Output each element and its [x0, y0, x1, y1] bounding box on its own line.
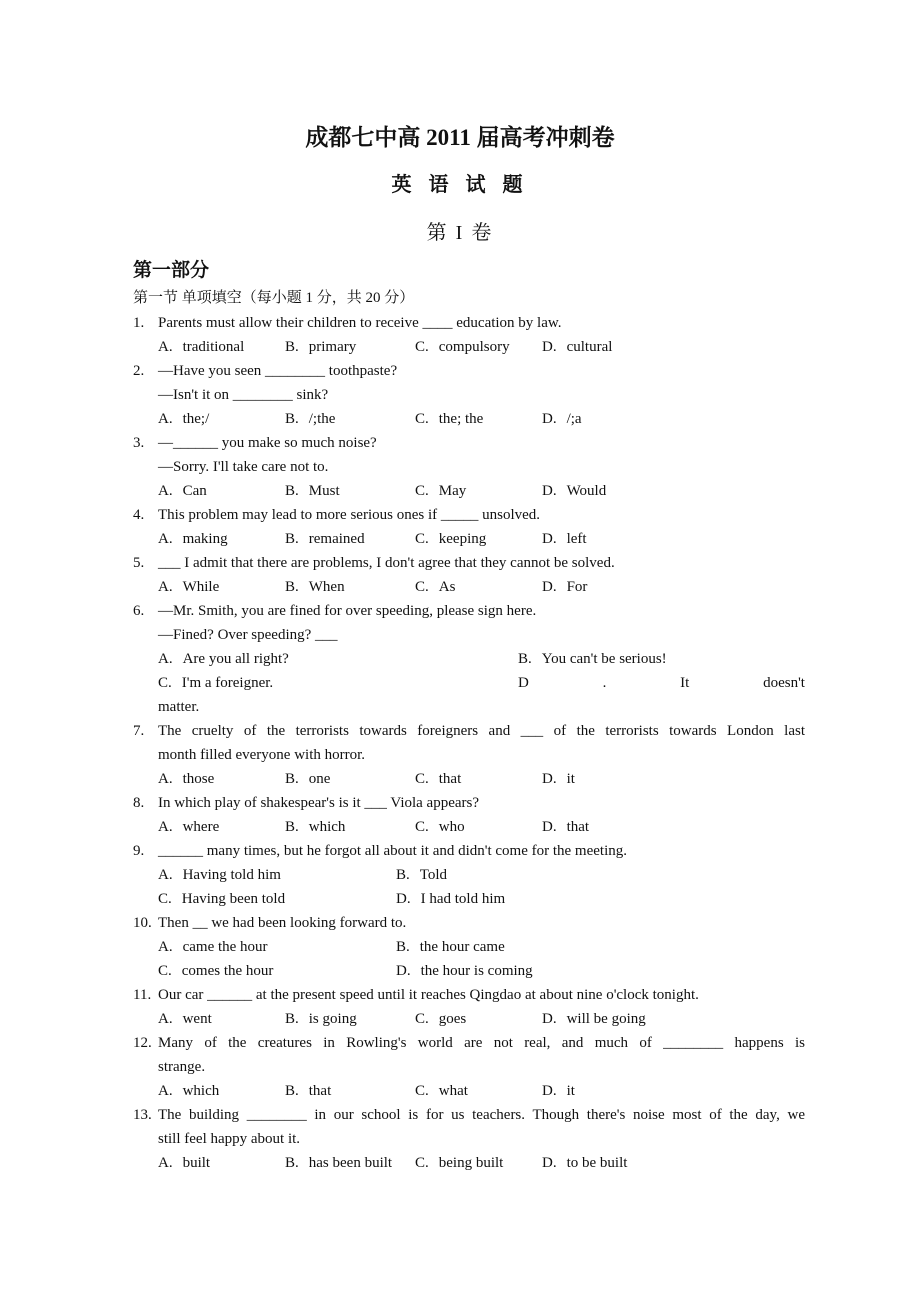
option-text: to be built: [566, 1155, 628, 1171]
option: [415, 1151, 542, 1175]
option: [158, 335, 285, 359]
question-number: 9.: [133, 843, 145, 859]
question-stem-line: This problem may lead to more serious ones if _____ unsolved.: [158, 507, 541, 523]
option: [285, 1007, 415, 1031]
question-number: 13.: [133, 1107, 152, 1123]
option-row: [158, 671, 805, 695]
option: [542, 767, 805, 791]
option-token: D: [518, 675, 529, 691]
option-label: C.: [415, 579, 429, 595]
option-text: remained: [308, 531, 365, 547]
option: [415, 1079, 542, 1103]
option-label: C.: [415, 411, 429, 427]
option-text: I had told him: [420, 891, 506, 907]
option: [415, 527, 542, 551]
option-label: D.: [396, 891, 411, 907]
option-label: A.: [158, 339, 173, 355]
option-text: keeping: [438, 531, 487, 547]
option: [285, 815, 415, 839]
question-stem-line: —Fined? Over speeding? ___: [158, 627, 338, 643]
option-text: May: [438, 483, 467, 499]
option-text: that: [438, 771, 462, 787]
option-row: [158, 407, 805, 431]
option-label: A.: [158, 819, 173, 835]
question-stem-line: In which play of shakespear's is it ___ Viola appears?: [158, 795, 480, 811]
option-text: When: [308, 579, 345, 595]
question-number: 4.: [133, 507, 145, 523]
option-label: A.: [158, 651, 173, 667]
question: [133, 551, 805, 599]
option-label: B.: [285, 1155, 299, 1171]
option-row: [158, 1151, 805, 1175]
option-text: cultural: [566, 339, 613, 355]
option-text: /;the: [308, 411, 336, 427]
option: [285, 527, 415, 551]
option-text: that: [308, 1083, 332, 1099]
volume-heading: 第 I 卷: [426, 222, 494, 244]
option-row: [158, 479, 805, 503]
question-body: [158, 983, 805, 1031]
option-text: Having been told: [181, 891, 286, 907]
option: [542, 1151, 805, 1175]
option-row: [158, 647, 805, 671]
option-label: A.: [158, 1083, 173, 1099]
option-label: B.: [396, 939, 410, 955]
option: [158, 767, 285, 791]
question-number: 6.: [133, 603, 145, 619]
option-label: C.: [158, 963, 172, 979]
question: [133, 839, 805, 911]
question-body: [158, 503, 805, 551]
option-label: D.: [542, 1155, 557, 1171]
option-label: A.: [158, 1011, 173, 1027]
subject-subtitle: 英 语 试 题: [391, 174, 529, 196]
option-text: came the hour: [182, 939, 268, 955]
option: [285, 407, 415, 431]
option-label: A.: [158, 771, 173, 787]
question-stem-line: ___ I admit that there are problems, I don't agree that they cannot be solved.: [158, 555, 615, 571]
question-body: [158, 1031, 805, 1103]
option: [158, 647, 518, 671]
option: [542, 815, 805, 839]
option: [542, 575, 805, 599]
option: [415, 575, 542, 599]
option-label: B.: [285, 771, 299, 787]
option-text: While: [182, 579, 220, 595]
option-label: C.: [415, 1083, 429, 1099]
option-text: that: [566, 819, 590, 835]
question-stem-line: The building ________ in our school is for us teachers. Though there's noise most of the day, we: [158, 1107, 805, 1123]
option-text: For: [566, 579, 588, 595]
option: [285, 335, 415, 359]
option: [285, 767, 415, 791]
option-label: B.: [285, 483, 299, 499]
option-row: [158, 335, 805, 359]
option-text: what: [438, 1083, 468, 1099]
option-text: goes: [438, 1011, 467, 1027]
option-label: C.: [158, 891, 172, 907]
option: [158, 887, 396, 911]
option-token: It: [680, 675, 690, 691]
option-label: B.: [518, 651, 532, 667]
option-continuation-line: matter.: [158, 699, 200, 715]
option-label: D.: [542, 1083, 557, 1099]
question: [133, 503, 805, 551]
option-label: B.: [285, 339, 299, 355]
option-label: A.: [158, 1155, 173, 1171]
question: [133, 1031, 805, 1103]
option: [158, 1007, 285, 1031]
question-body: [158, 431, 805, 503]
option: [415, 815, 542, 839]
question-number: 3.: [133, 435, 145, 451]
option-text: Are you all right?: [182, 651, 289, 667]
option-label: C.: [415, 819, 429, 835]
option-row: [158, 863, 805, 887]
option-label: D.: [396, 963, 411, 979]
option: [396, 887, 805, 911]
option: [158, 479, 285, 503]
option-row: [158, 887, 805, 911]
option: [542, 1007, 805, 1031]
question-body: [158, 839, 805, 911]
option-text: the;/: [182, 411, 210, 427]
option: [158, 671, 518, 695]
option: [158, 1151, 285, 1175]
option-text: comes the hour: [181, 963, 274, 979]
option: [542, 335, 805, 359]
option-text: /;a: [566, 411, 582, 427]
question-number: 8.: [133, 795, 145, 811]
option-row: [158, 1079, 805, 1103]
option: [396, 863, 805, 887]
option-text: the hour came: [419, 939, 505, 955]
question: [133, 599, 805, 719]
option-label: C.: [415, 1011, 429, 1027]
option-label: A.: [158, 939, 173, 955]
option: [158, 527, 285, 551]
question-number: 12.: [133, 1035, 152, 1051]
option: [158, 815, 285, 839]
question-body: [158, 311, 805, 359]
question-body: [158, 911, 805, 983]
option-text: it: [566, 771, 575, 787]
option-text: it: [566, 1083, 575, 1099]
question: [133, 791, 805, 839]
option-label: D.: [542, 483, 557, 499]
option-text: Having told him: [182, 867, 281, 883]
option-text: built: [182, 1155, 211, 1171]
option-label: D.: [542, 339, 557, 355]
question-stem-line: —Sorry. I'll take care not to.: [158, 459, 329, 475]
option: [518, 671, 805, 695]
option-text: one: [308, 771, 331, 787]
question: [133, 311, 805, 359]
question-body: [158, 1103, 805, 1175]
option-label: C.: [158, 675, 172, 691]
option-label: C.: [415, 531, 429, 547]
question-number: 11.: [133, 987, 152, 1003]
option-text: who: [438, 819, 465, 835]
question-stem-line: strange.: [158, 1059, 206, 1075]
option-text: You can't be serious!: [541, 651, 667, 667]
option-label: A.: [158, 579, 173, 595]
option-row: [158, 527, 805, 551]
option: [542, 407, 805, 431]
option-label: C.: [415, 483, 429, 499]
option: [415, 767, 542, 791]
option: [158, 959, 396, 983]
option: [415, 335, 542, 359]
option: [158, 863, 396, 887]
question-stem-line: —Isn't it on ________ sink?: [158, 387, 329, 403]
question-stem-line: —Have you seen ________ toothpaste?: [158, 363, 398, 379]
option: [285, 1079, 415, 1103]
option-label: A.: [158, 867, 173, 883]
option-label: A.: [158, 483, 173, 499]
option-text: which: [308, 819, 346, 835]
option: [158, 407, 285, 431]
question-stem-line: Our car ______ at the present speed until it reaches Qingdao at about nine o'clock tonight.: [158, 987, 699, 1003]
question-stem-line: Then __ we had been looking forward to.: [158, 915, 407, 931]
option-text: those: [182, 771, 215, 787]
question-stem-line: ______ many times, but he forgot all about it and didn't come for the meeting.: [158, 843, 627, 859]
option-label: B.: [285, 531, 299, 547]
option-row: [158, 935, 805, 959]
option-text: Would: [566, 483, 607, 499]
option-label: D.: [542, 1011, 557, 1027]
option-text: I'm a foreigner.: [181, 675, 274, 691]
section-title: 第一节 单项填空（每小题 1 分，共 20 分）: [133, 290, 415, 306]
option-text: is going: [308, 1011, 357, 1027]
option-text: which: [182, 1083, 220, 1099]
option-text: the hour is coming: [420, 963, 533, 979]
option: [415, 1007, 542, 1031]
option: [285, 1151, 415, 1175]
option: [542, 479, 805, 503]
page-title: 成都七中高 2011 届高考冲刺卷: [305, 125, 615, 150]
option: [542, 527, 805, 551]
option-row: [158, 575, 805, 599]
option-row: [158, 815, 805, 839]
question: [133, 431, 805, 503]
option-text: compulsory: [438, 339, 510, 355]
option-text: where: [182, 819, 220, 835]
option: [158, 1079, 285, 1103]
question-stem-line: The cruelty of the terrorists towards foreigners and ___ of the terrorists towards London last: [158, 723, 805, 739]
option-text: making: [182, 531, 228, 547]
question-number: 7.: [133, 723, 145, 739]
option: [285, 575, 415, 599]
option-label: D.: [542, 771, 557, 787]
option-label: C.: [415, 771, 429, 787]
option: [285, 479, 415, 503]
option-text: went: [182, 1011, 212, 1027]
question-body: [158, 791, 805, 839]
option-token: doesn't: [763, 675, 805, 691]
question-body: [158, 719, 805, 791]
option: [158, 575, 285, 599]
option: [396, 959, 805, 983]
option-text: being built: [438, 1155, 504, 1171]
paper-body: [133, 257, 805, 1175]
question-body: [158, 359, 805, 431]
question-stem-line: —Mr. Smith, you are fined for over speeding, please sign here.: [158, 603, 537, 619]
option-row: [158, 1007, 805, 1031]
question-body: [158, 599, 805, 719]
option-text: Can: [182, 483, 207, 499]
option-label: B.: [285, 1083, 299, 1099]
option: [542, 1079, 805, 1103]
option-label: B.: [396, 867, 410, 883]
option-label: D.: [542, 411, 557, 427]
question: [133, 911, 805, 983]
option-label: B.: [285, 411, 299, 427]
questions-list: [133, 311, 805, 1175]
option-text: will be going: [566, 1011, 646, 1027]
question-body: [158, 551, 805, 599]
option-label: D.: [542, 819, 557, 835]
question-number: 2.: [133, 363, 145, 379]
option: [158, 935, 396, 959]
option-text: primary: [308, 339, 357, 355]
question-number: 5.: [133, 555, 145, 571]
question-stem-line: Parents must allow their children to receive ____ education by law.: [158, 315, 562, 331]
option-label: A.: [158, 531, 173, 547]
option-label: C.: [415, 339, 429, 355]
option-row: [158, 767, 805, 791]
option-text: the; the: [438, 411, 484, 427]
question-stem-line: —______ you make so much noise?: [158, 435, 377, 451]
option-text: left: [566, 531, 587, 547]
part-title: 第一部分: [133, 260, 210, 281]
option-text: Told: [419, 867, 448, 883]
option-label: A.: [158, 411, 173, 427]
option-label: B.: [285, 1011, 299, 1027]
question: [133, 359, 805, 431]
question-stem-line: month filled everyone with horror.: [158, 747, 366, 763]
option-label: B.: [285, 819, 299, 835]
option-text: has been built: [308, 1155, 393, 1171]
option-text: traditional: [182, 339, 245, 355]
question: [133, 983, 805, 1031]
question: [133, 719, 805, 791]
option-text: As: [438, 579, 456, 595]
option-text: Must: [308, 483, 340, 499]
question: [133, 1103, 805, 1175]
option: [415, 407, 542, 431]
question-stem-line: still feel happy about it.: [158, 1131, 301, 1147]
option-label: C.: [415, 1155, 429, 1171]
question-stem-line: Many of the creatures in Rowling's world are not real, and much of ________ happens is: [158, 1035, 805, 1051]
option: [518, 647, 805, 671]
option: [415, 479, 542, 503]
question-number: 10.: [133, 915, 152, 931]
option-token: .: [602, 675, 607, 691]
option-row: [158, 959, 805, 983]
option: [396, 935, 805, 959]
option-label: D.: [542, 579, 557, 595]
option-label: D.: [542, 531, 557, 547]
question-number: 1.: [133, 315, 145, 331]
option-label: B.: [285, 579, 299, 595]
